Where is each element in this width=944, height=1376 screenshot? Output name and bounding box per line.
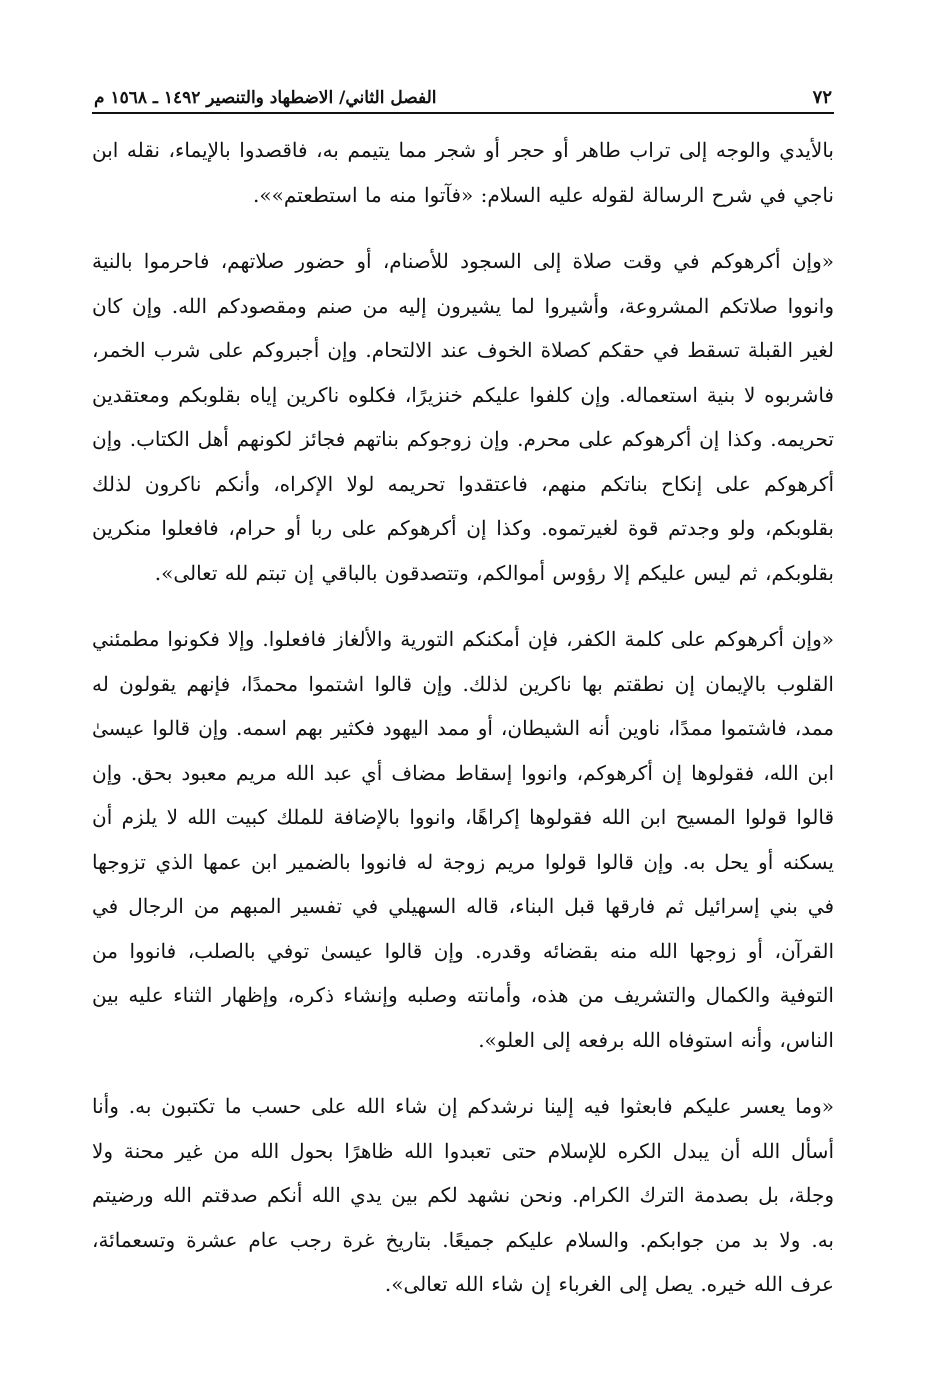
page-number: ٧٢ — [812, 87, 832, 108]
paragraph-word-of-disbelief: «وإن أكرهوكم على كلمة الكفر، فإن أمكنكم التورية والألغاز فافعلوا. وإلا فكونوا مطمئني القلوب بالإيمان إن نطقتم بها ناكرين لذلك. وإن قالوا اشتموا محمدًا، فإنهم يقولون له ممد، فاشتموا ممدًا، ناوين أنه الشيطان، أو ممد اليهود فكثير بهم اسمه. وإن قالوا عيسىٰ ابن الله، فقولوها إن أكرهوكم، وانووا إسقاط مضاف أي عبد الله مريم معبود بحق. وإن قالوا قولوا المسيح ابن الله فقولوها إكراهًا، وانووا بالإضافة للملك كبيت الله لا يلزم أن يسكنه أو يحل به. وإن قالوا قولوا مريم زوجة له فانووا بالضمير ابن عمها الذي تزوجها في بني إسرائيل ثم فارقها قبل البناء، قاله السهيلي في تفسير المبهم من الرجال في القرآن، أو زوجها الله منه بقضائه وقدره. وإن قالوا عيسىٰ توفي بالصلب، فانووا من التوفية والكمال والتشريف من هذه، وأمانته وصلبه وإنشاء ذكره، وإظهار الثناء عليه بين الناس، وأنه استوفاه الله برفعه إلى العلو». — [92, 627, 834, 1052]
running-header — [92, 72, 834, 114]
chapter-title: الفصل الثاني/ الاضطهاد والتنصير ١٤٩٢ ـ ١٥٦٨ م — [94, 88, 437, 108]
book-page — [92, 72, 834, 1332]
body-text — [92, 128, 834, 1307]
paragraph-prayer-and-prohibitions: «وإن أكرهوكم في وقت صلاة إلى السجود للأصنام، أو حضور صلاتهم، فاحرموا بالنية وانووا صلاتكم المشروعة، وأشيروا لما يشيرون إليه من صنم ومقصودكم الله. وإن كان لغير القبلة تسقط في حقكم كصلاة الخوف عند الالتحام. وإن أجبروكم على شرب الخمر، فاشربوه لا بنية استعماله. وإن كلفوا عليكم خنزيرًا، فكلوه ناكرين إياه بقلوبكم ومعتقدين تحريمه. وكذا إن أكرهوكم على محرم. وإن زوجوكم بناتهم فجائز لكونهم أهل الكتاب. وإن أكرهوكم على إنكاح بناتكم منهم، فاعتقدوا تحريمه لولا الإكراه، وأنكم ناكرون لذلك بقلوبكم، ولو وجدتم قوة لغيرتموه. وكذا إن أكرهوكم على ربا أو حرام، فافعلوا منكرين بقلوبكم، ثم ليس عليكم إلا رؤوس أموالكم، وتتصدقون بالباقي إن تبتم لله تعالى». — [92, 249, 834, 585]
paragraph-continuation: بالأيدي والوجه إلى تراب طاهر أو حجر أو شجر مما يتيمم به، فاقصدوا بالإيماء، نقله ابن ناجي في شرح الرسالة لقوله عليه السلام: «فآتوا منه ما استطعتم»». — [92, 138, 834, 207]
paragraph-closing-letter: «وما يعسر عليكم فابعثوا فيه إلينا نرشدكم إن شاء الله على حسب ما تكتبون به. وأنا أسأل الله أن يبدل الكره للإسلام حتى تعبدوا الله ظاهرًا بحول الله من غير محنة ولا وجلة، بل بصدمة الترك الكرام. ونحن نشهد لكم بين يدي الله أنكم صدقتم الله ورضيتم به. ولا بد من جوابكم. والسلام عليكم جميعًا. بتاريخ غرة رجب عام عشرة وتسعمائة، عرف الله خيره. يصل إلى الغرباء إن شاء الله تعالى». — [92, 1094, 834, 1296]
